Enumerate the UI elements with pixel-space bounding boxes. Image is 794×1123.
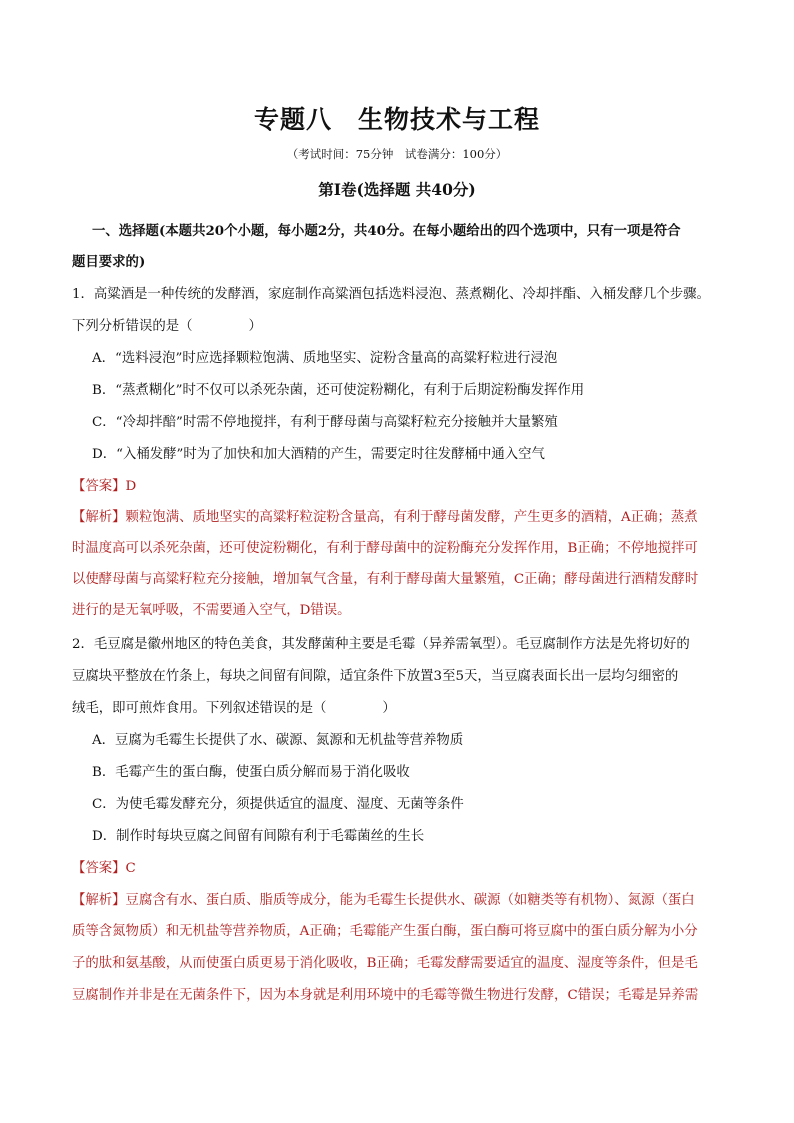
instructions-line: 一、选择题(本题共20个小题，每小题2分，共40分。在每小题给出的四个选项中，只有一项是符合 [92, 223, 681, 239]
analysis-line: 【解析】颗粒饱满、质地坚实的高粱籽粒淀粉含量高，有利于酵母菌发酵，产生更多的酒精，A正确；蒸煮 [72, 510, 698, 525]
option-b: B．毛霉产生的蛋白酶，使蛋白质分解而易于消化吸收 [92, 765, 410, 780]
analysis-line: 以使酵母菌与高粱籽粒充分接触，增加氧气含量，有利于酵母菌大量繁殖，C正确；酵母菌进行酒精发酵时 [72, 572, 699, 587]
page-title: 专题八 生物技术与工程 [253, 105, 540, 134]
option-d: D．“入桶发酵”时为了加快和加大酒精的产生，需要定时往发酵桶中通入空气 [92, 447, 545, 462]
question-stem: 豆腐块平整放在竹条上，每块之间留有间隙，适宜条件下放置3至5天，当豆腐表面长出一层均匀细密的 [72, 669, 679, 684]
analysis-line: 【解析】豆腐含有水、蛋白质、脂质等成分，能为毛霉生长提供水、碳源（如糖类等有机物）、氮源（蛋白 [72, 893, 695, 908]
answer: 【答案】D [72, 479, 137, 494]
option-a: A．“选料浸泡”时应选择颗粒饱满、质地坚实、淀粉含量高的高粱籽粒进行浸泡 [92, 351, 558, 366]
option-a: A．豆腐为毛霉生长提供了水、碳源、氮源和无机盐等营养物质 [92, 733, 464, 748]
option-c: C．为使毛霉发酵充分，须提供适宜的温度、湿度、无菌等条件 [92, 797, 464, 812]
instructions-line: 题目要求的) [72, 254, 146, 270]
question-stem: 1．高粱酒是一种传统的发酵酒，家庭制作高粱酒包括选料浸泡、蒸煮糊化、冷却拌酯、入桶发酵几个步骤。 [72, 287, 710, 302]
answer: 【答案】C [72, 861, 136, 876]
analysis-line: 时温度高可以杀死杂菌，还可使淀粉糊化，有利于酵母菌中的淀粉酶充分发挥作用，B正确；不停地搅拌可 [72, 541, 698, 556]
question-stem: 绒毛，即可煎炸食用。下列叙述错误的是（ ） [72, 701, 396, 716]
analysis-line: 子的肽和氨基酸，从而使蛋白质更易于消化吸收，B正确；毛霉发酵需要适宜的温度、湿度等条件，但是毛 [72, 956, 698, 971]
analysis-line: 质等含氮物质）和无机盐等营养物质，A正确；毛霉能产生蛋白酶，蛋白酶可将豆腐中的蛋白质分解为小分 [72, 924, 698, 939]
option-b: B．“蒸煮糊化”时不仅可以杀死杂菌，还可使淀粉糊化，有利于后期淀粉酶发挥作用 [92, 383, 585, 398]
option-d: D．制作时每块豆腐之间留有间隙有利于毛霉菌丝的生长 [92, 829, 425, 844]
analysis-line: 豆腐制作并非是在无菌条件下，因为本身就是利用环境中的毛霉等微生物进行发酵，C错误；毛霉是异养需 [72, 988, 699, 1003]
option-c: C．“冷却拌醅”时需不停地搅拌，有利于酵母菌与高粱籽粒充分接触并大量繁殖 [92, 415, 558, 430]
analysis-line: 进行的是无氧呼吸，不需要通入空气，D错误。 [72, 603, 351, 618]
question-stem: 下列分析错误的是（ ） [72, 319, 262, 334]
part-heading: 第Ⅰ卷(选择题 共40分) [318, 180, 476, 199]
exam-info: （考试时间：75分钟 试卷满分：100分） [286, 147, 508, 161]
question-stem: 2．毛豆腐是徽州地区的特色美食，其发酵菌种主要是毛霉（异养需氧型）。毛豆腐制作方法是先将切好的 [72, 637, 690, 652]
